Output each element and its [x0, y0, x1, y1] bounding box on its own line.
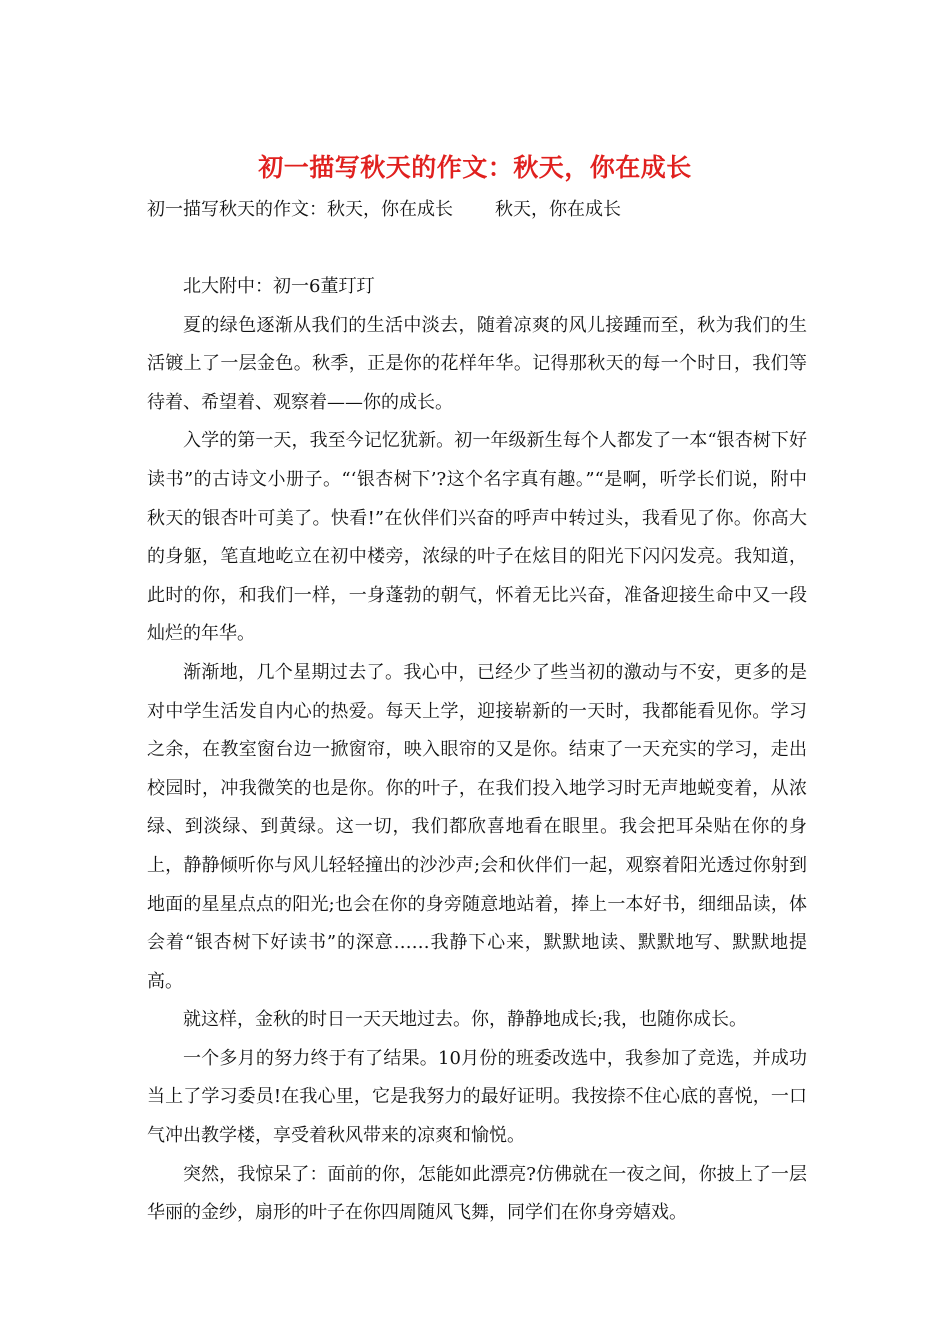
paragraph: 突然，我惊呆了：面前的你，怎能如此漂亮?仿佛就在一夜之间，你披上了一层华丽的金纱，扇形的叶子在你四周随风飞舞，同学们在你身旁嬉戏。: [147, 1163, 807, 1224]
subtitle-line: [147, 196, 847, 224]
subtitle-part-1: 初一描写秋天的作文：秋天，你在成长: [147, 199, 453, 220]
page-title: 初一描写秋天的作文：秋天，你在成长: [258, 153, 692, 182]
paragraph: 一个多月的努力终于有了结果。10月份的班委改选中，我参加了竞选，并成功当上了学习委员!在我心里，它是我努力的最好证明。我按捺不住心底的喜悦，一口气冲出教学楼，享受着秋风带来的凉爽和愉悦。: [147, 1047, 807, 1147]
author-line: 北大附中：初一6董玎玎: [183, 276, 375, 297]
paragraph: 就这样，金秋的时日一天天地过去。你，静静地成长;我，也随你成长。: [183, 1009, 748, 1031]
paragraph: 渐渐地，几个星期过去了。我心中，已经少了些当初的激动与不安，更多的是对中学生活发自内心的热爱。每天上学，迎接崭新的一天时，我都能看见你。学习之余，在教室窗台边一掀窗帘，映入眼帘的又是你。结束了一天充实的学习，走出校园时，冲我微笑的也是你。你的叶子，在我们投入地学习时无声地蜕变着，从浓绿、到淡绿、到黄绿。这一切，我们都欣喜地看在眼里。我会把耳朵贴在你的身上，静静倾听你与风儿轻轻撞出的沙沙声;会和伙伴们一起，观察着阳光透过你射到地面的星星点点的阳光;也会在你的身旁随意地站着，捧上一本好书，细细品读，体会着“银杏树下好读书”的深意……我静下心来，默默地读、默默地写、默默地提高。: [147, 661, 807, 992]
paragraph: 入学的第一天，我至今记忆犹新。初一年级新生每个人都发了一本“银杏树下好读书”的古诗文小册子。“‘银杏树下’?这个名字真有趣。”“是啊，听学长们说，附中秋天的银杏叶可美了。快看!”在伙伴们兴奋的呼声中转过头，我看见了你。你高大的身躯，笔直地屹立在初中楼旁，浓绿的叶子在炫目的阳光下闪闪发亮。我知道，此时的你，和我们一样，一身蓬勃的朝气，怀着无比兴奋，准备迎接生命中又一段灿烂的年华。: [147, 430, 807, 645]
essay-body: [147, 268, 807, 1233]
paragraph: 夏的绿色逐渐从我们的生活中淡去，随着凉爽的风儿接踵而至，秋为我们的生活镀上了一层金色。秋季，正是你的花样年华。记得那秋天的每一个时日，我们等待着、希望着、观察着——你的成长。: [147, 314, 807, 413]
subtitle-part-2: 秋天，你在成长: [495, 199, 621, 220]
